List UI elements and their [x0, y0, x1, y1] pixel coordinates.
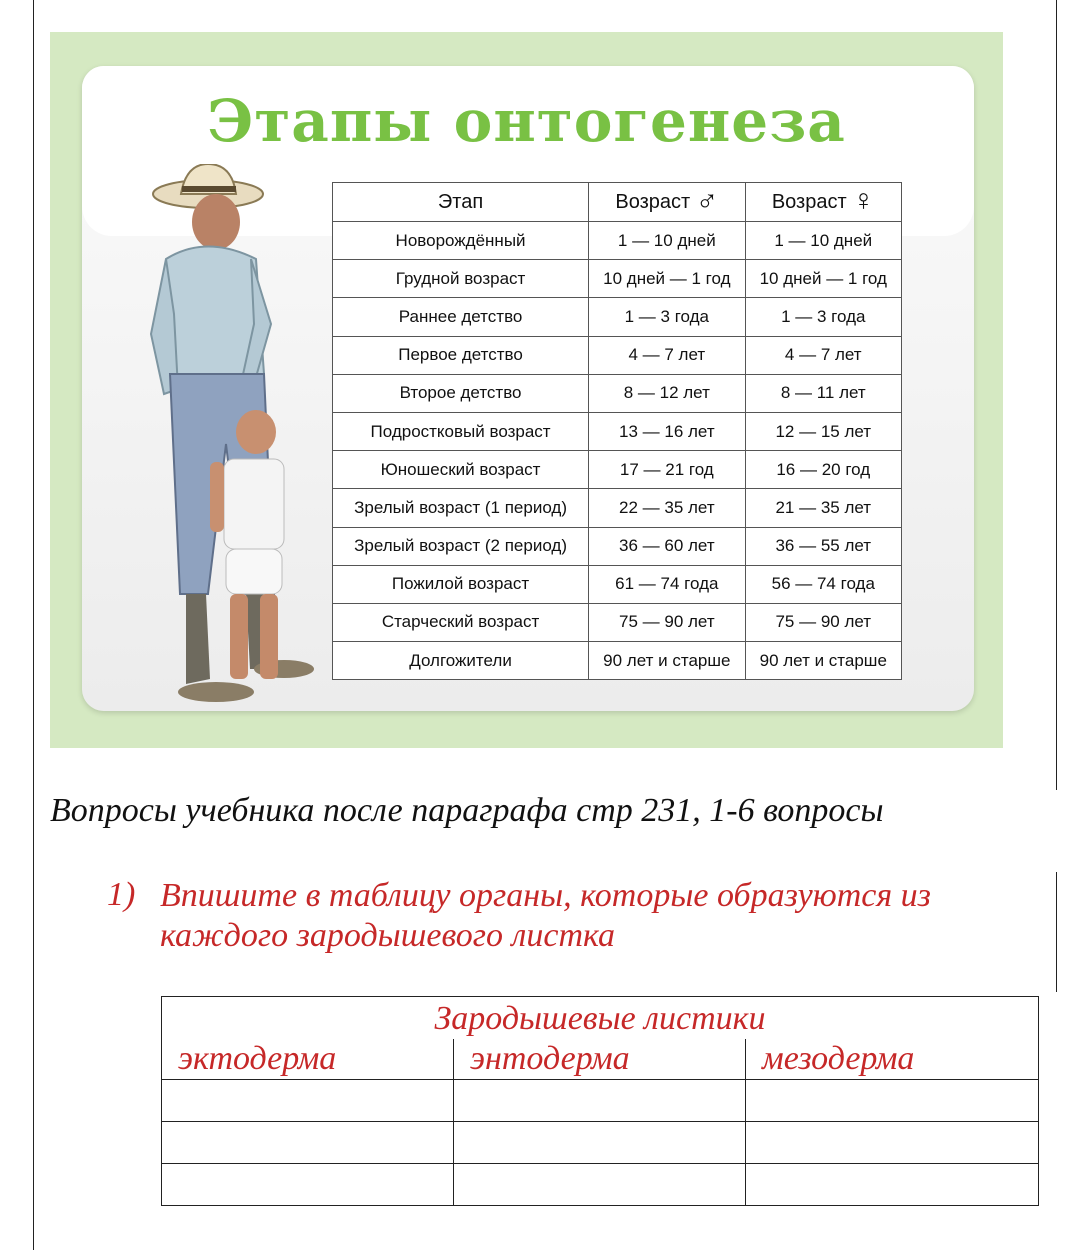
stage-cell: Первое детство [333, 336, 589, 374]
table-row [333, 527, 902, 565]
old-man-and-child-illustration [146, 164, 336, 709]
ontogenesis-figure [50, 32, 1003, 748]
male-age-cell: 61 — 74 года [589, 565, 745, 603]
table-row [333, 565, 902, 603]
male-age-cell: 1 — 3 года [589, 298, 745, 336]
header-age-female [745, 183, 901, 222]
stage-cell: Зрелый возраст (1 период) [333, 489, 589, 527]
stage-cell: Подростковый возраст [333, 412, 589, 450]
table-row [333, 374, 902, 412]
stage-cell: Новорождённый [333, 222, 589, 260]
stage-cell: Второе детство [333, 374, 589, 412]
answer-cell-ectoderm-3[interactable] [162, 1164, 452, 1204]
female-age-cell: 10 дней — 1 год [745, 260, 901, 298]
header-age-female-label: Возраст [771, 190, 847, 213]
female-age-cell: 21 — 35 лет [745, 489, 901, 527]
left-page-border [33, 0, 34, 1250]
male-age-cell: 36 — 60 лет [589, 527, 745, 565]
table-header-row [333, 183, 902, 222]
male-symbol-icon: ♂ [695, 183, 719, 217]
ontogenesis-table [332, 182, 902, 680]
male-age-cell: 13 — 16 лет [589, 412, 745, 450]
question-number: 1) [107, 876, 136, 913]
stage-cell: Зрелый возраст (2 период) [333, 527, 589, 565]
stage-cell: Долгожители [333, 642, 589, 680]
answer-cell-mesoderm-1[interactable] [746, 1080, 1036, 1120]
female-age-cell: 12 — 15 лет [745, 412, 901, 450]
answer-cell-ectoderm-2[interactable] [162, 1122, 452, 1162]
germ-layers-table [161, 996, 1039, 1206]
column-ectoderm: эктодерма [178, 1040, 337, 1077]
stage-cell: Пожилой возраст [333, 565, 589, 603]
female-age-cell: 16 — 20 год [745, 451, 901, 489]
answer-cell-endoderm-3[interactable] [454, 1164, 744, 1204]
table-row [333, 603, 902, 641]
male-age-cell: 17 — 21 год [589, 451, 745, 489]
header-stage: Этап [333, 183, 589, 222]
table-row [333, 260, 902, 298]
female-age-cell: 36 — 55 лет [745, 527, 901, 565]
table-row [333, 298, 902, 336]
table-row [333, 412, 902, 450]
female-symbol-icon: ♀ [852, 183, 875, 217]
question-text: Впишите в таблицу органы, которые образуются из каждого зародышевого листка [160, 877, 931, 954]
male-age-cell: 4 — 7 лет [589, 336, 745, 374]
male-age-cell: 75 — 90 лет [589, 603, 745, 641]
stage-cell: Юношеский возраст [333, 451, 589, 489]
stage-cell: Раннее детство [333, 298, 589, 336]
male-age-cell: 8 — 12 лет [589, 374, 745, 412]
header-age-male-label: Возраст [615, 190, 691, 213]
table-row [333, 451, 902, 489]
male-age-cell: 90 лет и старше [589, 642, 745, 680]
table-row [333, 489, 902, 527]
table-row [333, 222, 902, 260]
male-age-cell: 22 — 35 лет [589, 489, 745, 527]
stage-cell: Старческий возраст [333, 603, 589, 641]
column-mesoderm: мезодерма [762, 1040, 915, 1077]
answer-cell-mesoderm-3[interactable] [746, 1164, 1036, 1204]
female-age-cell: 4 — 7 лет [745, 336, 901, 374]
female-age-cell: 8 — 11 лет [745, 374, 901, 412]
male-age-cell: 10 дней — 1 год [589, 260, 745, 298]
answer-cell-ectoderm-1[interactable] [162, 1080, 452, 1120]
right-page-border-lower [1056, 872, 1057, 992]
answer-cell-endoderm-2[interactable] [454, 1122, 744, 1162]
questions-heading: Вопросы учебника после параграфа стр 231, 1-6 вопросы [50, 792, 884, 829]
answer-cell-mesoderm-2[interactable] [746, 1122, 1036, 1162]
female-age-cell: 56 — 74 года [745, 565, 901, 603]
male-age-cell: 1 — 10 дней [589, 222, 745, 260]
female-age-cell: 1 — 3 года [745, 298, 901, 336]
answer-cell-endoderm-1[interactable] [454, 1080, 744, 1120]
figure-title: Этапы онтогенеза [207, 87, 846, 155]
table-row [333, 336, 902, 374]
female-age-cell: 90 лет и старше [745, 642, 901, 680]
female-age-cell: 1 — 10 дней [745, 222, 901, 260]
column-endoderm: энтодерма [470, 1040, 630, 1077]
table-row [333, 642, 902, 680]
header-age-male [589, 183, 745, 222]
right-page-border [1056, 0, 1057, 790]
germ-layers-title: Зародышевые листики [434, 1000, 766, 1037]
stage-cell: Грудной возраст [333, 260, 589, 298]
female-age-cell: 75 — 90 лет [745, 603, 901, 641]
